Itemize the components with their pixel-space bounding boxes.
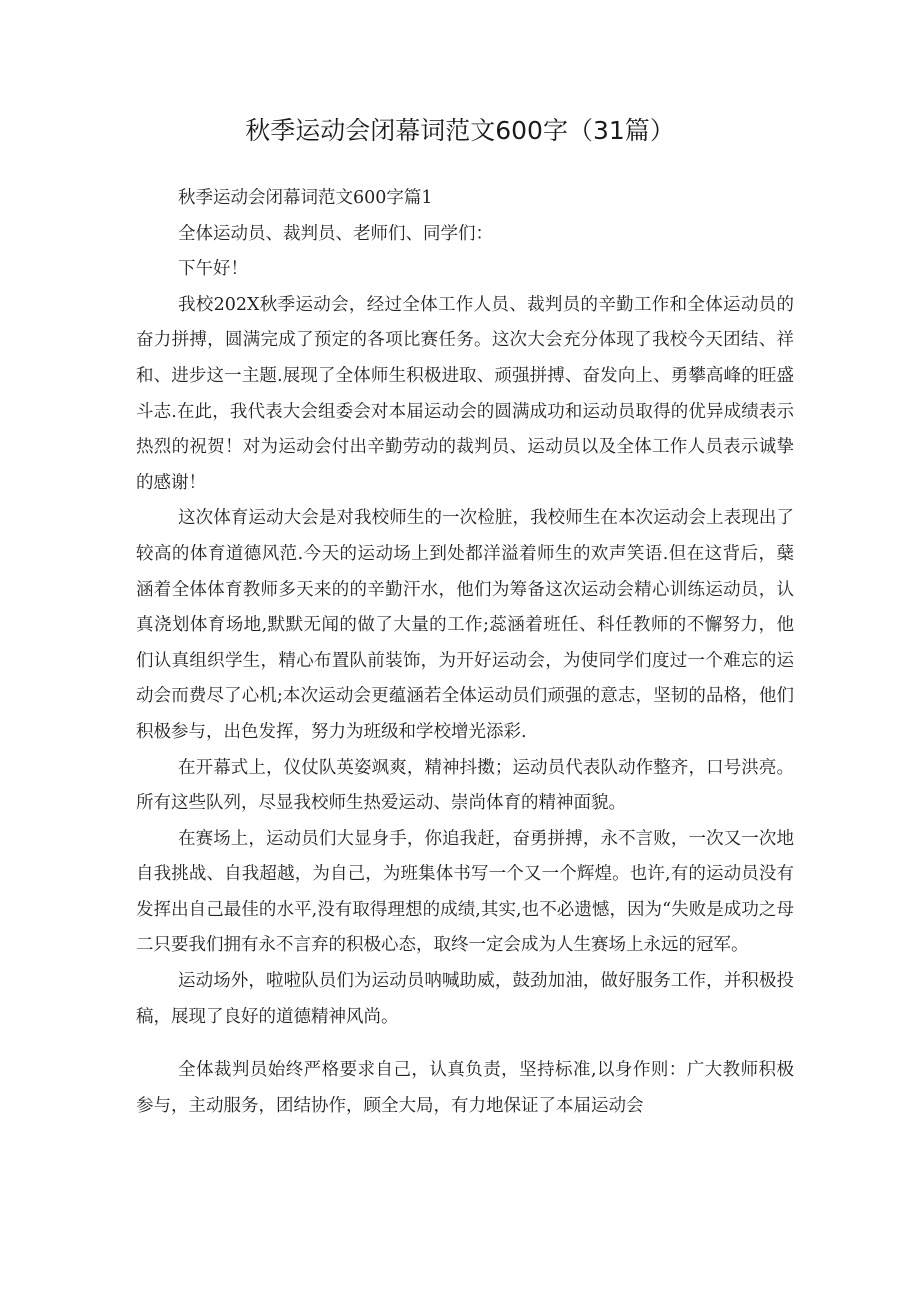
body-paragraph: 这次体育运动大会是对我校师生的一次检脏，我校师生在本次运动会上表现出了较高的体育道德风范.今天的运动场上到处都洋溢着师生的欢声笑语.但在这背后，蘖涵着全体体育教师多天来的的辛勤汗水，他们为筹备这次运动会精心训练运动员，认真浇划体育场地,默默无闻的做了大量的工作;蕊涵着班任、科任教师的不懈努力，他们认真组织学生，精心布置队前装饰，为开好运动会，为使同学们度过一个难忘的运动会而费尽了心机;本次运动会更蕴涵若全体运动员们顽强的意志，坚韧的品格，他们积极参与，出色发挥，努力为班级和学校增光添彩.	[136, 508, 794, 742]
document-title: 秋季运动会闭幕词范文600字（31篇）	[245, 116, 675, 145]
body-paragraph: 全体裁判员始终严格要求自己，认真负责，坚持标准,以身作则：广大教师积极参与，主动服务，团结协作，顾全大局，有力地保证了本届运动会	[136, 1060, 794, 1116]
body-paragraph: 运动场外，啦啦队员们为运动员呐喊助威，鼓劲加油，做好服务工作，并积极投稿，展现了良好的道德精神风尚。	[136, 971, 794, 1027]
document-body	[136, 181, 794, 1124]
section-heading: 秋季运动会闭幕词范文600字篇1	[178, 188, 433, 208]
salutation: 全体运动员、裁判员、老师们、同学们：	[178, 223, 493, 244]
greeting: 下午好！	[178, 259, 248, 280]
body-paragraph: 在开幕式上，仪仗队英姿飒爽，精神抖擞；运动员代表队动作整齐，口号洪亮。所有这些队列，尽显我校师生热爱运动、崇尚体育的精神面貌。	[136, 757, 794, 814]
body-paragraph: 在赛场上，运动员们大显身手，你追我赶，奋勇拼搏，永不言败，一次又一次地自我挑战、自我超越，为自己，为班集体书写一个又一个辉煌。也许,有的运动员没有发挥出自己最佳的水平,没有取得理想的成绩,其实,也不必遗憾，因为“失败是成功之母二只要我们拥有永不言弃的积极心态，取终一定会成为人生赛场上永远的冠军。	[136, 828, 794, 956]
body-paragraph: 我校202X秋季运动会，经过全体工作人员、裁判员的辛勤工作和全体运动员的奋力拼搏，圆满完成了预定的各项比赛任务。这次大会充分体现了我校今天团结、祥和、进步这一主题.展现了全体师生积极进取、顽强拼搏、奋发向上、勇攀高峰的旺盛斗志.在此，我代表大会组委会对本届运动会的圆满成功和运动员取得的优异成绩表示热烈的祝贺！对为运动会付出辛勤劳动的裁判员、运动员以及全体工作人员表示诚挚的感谢！	[136, 294, 794, 493]
